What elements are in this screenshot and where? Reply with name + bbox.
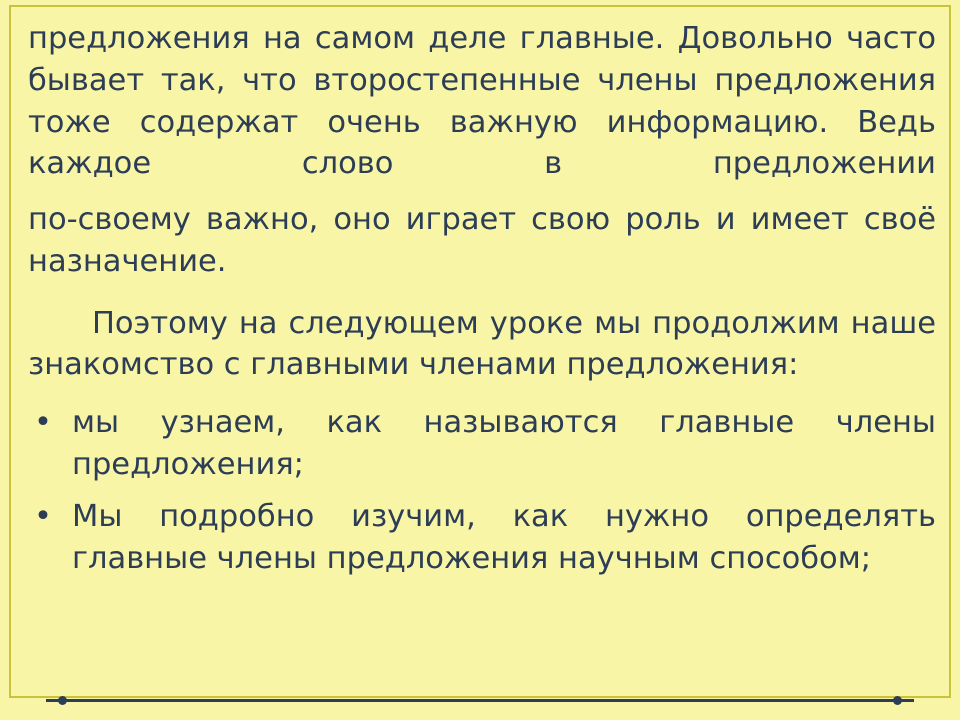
bullet-icon: • xyxy=(34,498,52,534)
list-item xyxy=(28,402,936,486)
paragraph-2: по-своему важно, оно играет свою роль и имеет своё назначение. xyxy=(28,202,936,279)
footer-dot-left-icon xyxy=(58,696,67,705)
paragraph-3: Поэтому на следующем уроке мы продолжим наше знакомство с главными членами предложения: xyxy=(28,305,936,383)
list-item-label: мы узнаем, как называются главные члены предложения; xyxy=(72,405,936,483)
bullet-list xyxy=(28,402,936,579)
footer-dot-right-icon xyxy=(893,696,902,705)
bullet-icon: • xyxy=(34,405,52,441)
paragraph-1: предложения на самом деле главные. Довольно часто бывает так, что второстепенные члены предложения тоже содержат очень важную информацию. Ведь каждое слово в предложении xyxy=(28,21,936,182)
footer-divider xyxy=(46,699,914,702)
list-item xyxy=(28,496,936,580)
slide-text-body xyxy=(28,18,936,589)
list-item-label: Мы подробно изучим, как нужно определять главные члены предложения научным способом; xyxy=(72,498,936,576)
